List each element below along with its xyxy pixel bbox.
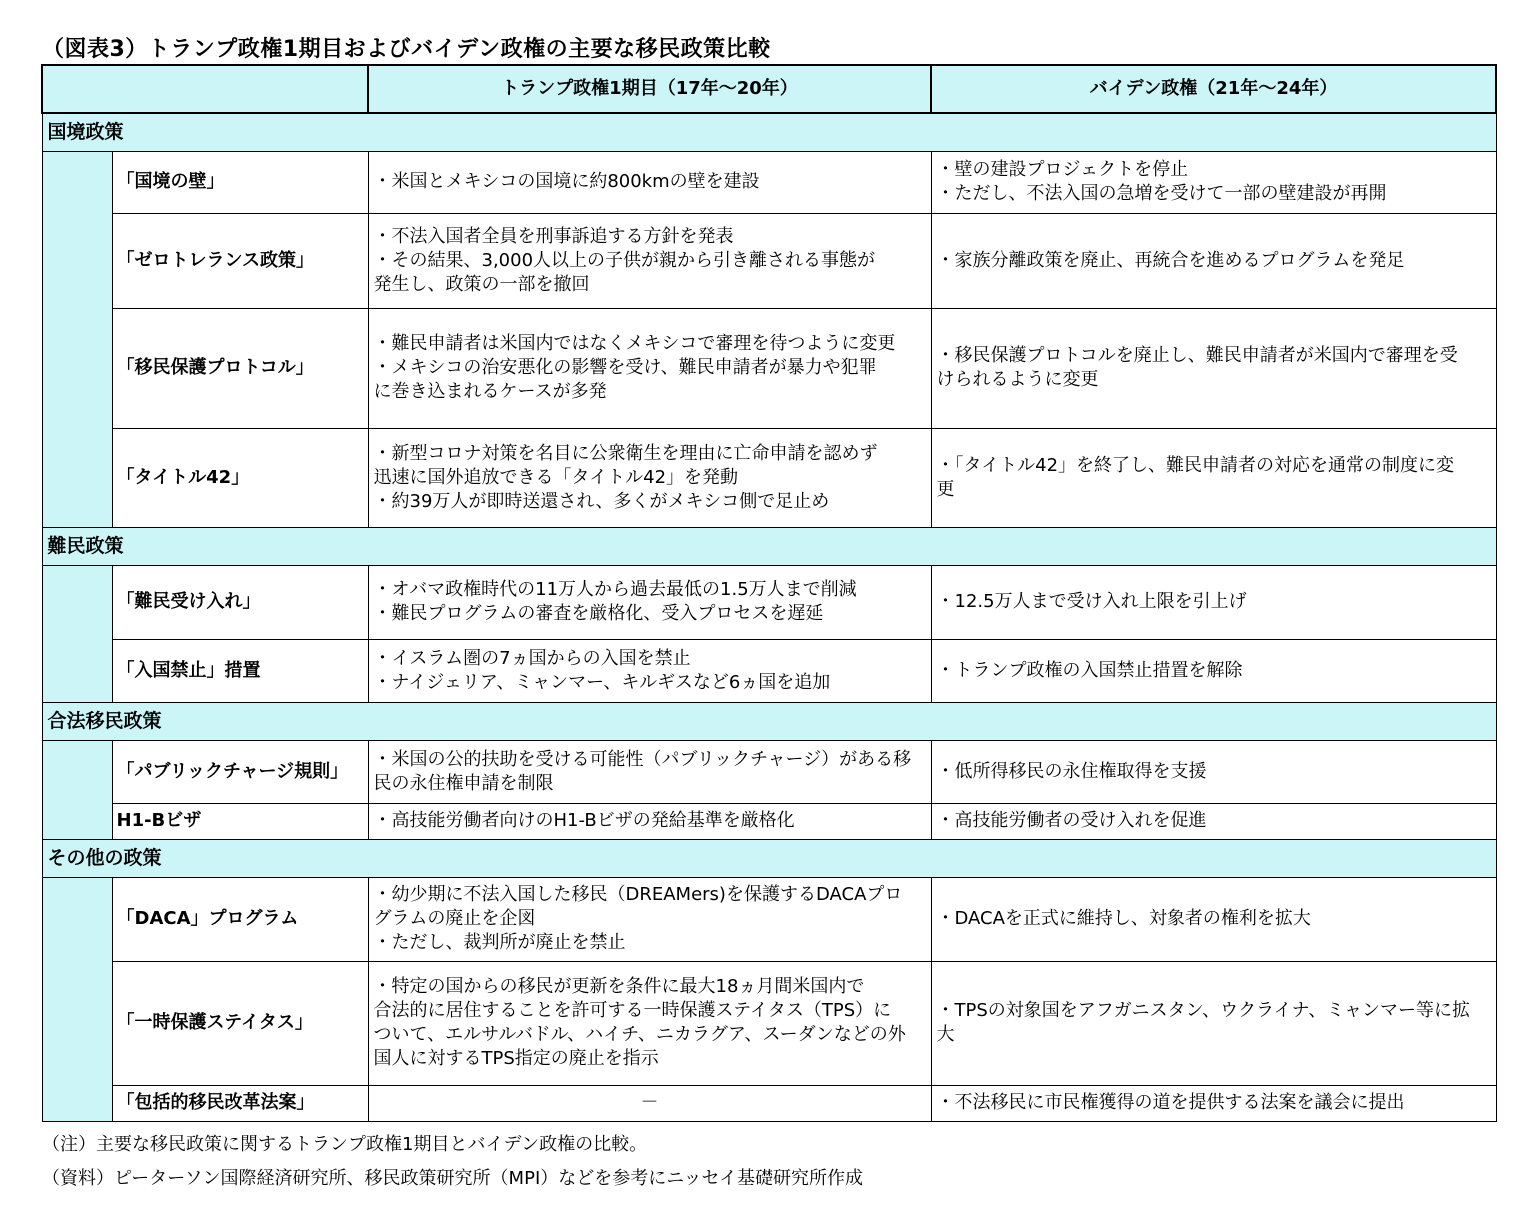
section-row bbox=[42, 839, 1496, 877]
policy-name: 「入国禁止」措置 bbox=[112, 639, 368, 702]
trump-cell: ・オバマ政権時代の11万人から過去最低の1.5万人まで削減 ・難民プログラムの審査を厳格化、受入プロセスを遅延 bbox=[368, 565, 931, 639]
footnotes bbox=[42, 1128, 863, 1196]
section-indent bbox=[42, 877, 112, 1121]
section-title-border: 国境政策 bbox=[42, 113, 1496, 151]
biden-cell: ・不法移民に市民権獲得の道を提供する法案を議会に提出 bbox=[931, 1085, 1496, 1121]
biden-cell: ・壁の建設プロジェクトを停止 ・ただし、不法入国の急増を受けて一部の壁建設が再開 bbox=[931, 151, 1496, 213]
trump-cell: ・高技能労働者向けのH1-Bビザの発給基準を厳格化 bbox=[368, 803, 931, 839]
section-row bbox=[42, 702, 1496, 740]
policy-name: 「一時保護ステイタス」 bbox=[112, 961, 368, 1085]
policy-comparison-table bbox=[41, 64, 1497, 1122]
biden-cell: ・高技能労働者の受け入れを促進 bbox=[931, 803, 1496, 839]
table-row bbox=[42, 428, 1496, 527]
biden-cell: ・12.5万人まで受け入れ上限を引上げ bbox=[931, 565, 1496, 639]
biden-cell: ・TPSの対象国をアフガニスタン、ウクライナ、ミャンマー等に拡 大 bbox=[931, 961, 1496, 1085]
policy-name: 「ゼロトレランス政策」 bbox=[112, 213, 368, 308]
policy-name: 「パブリックチャージ規則」 bbox=[112, 740, 368, 803]
source-line: （資料）ピーターソン国際経済研究所、移民政策研究所（MPI）などを参考にニッセイ基礎研究所作成 bbox=[42, 1168, 863, 1189]
biden-cell: ・家族分離政策を廃止、再統合を進めるプログラムを発足 bbox=[931, 213, 1496, 308]
trump-cell: － bbox=[368, 1085, 931, 1121]
section-row bbox=[42, 527, 1496, 565]
policy-name: 「DACA」プログラム bbox=[112, 877, 368, 961]
table-row bbox=[42, 740, 1496, 803]
biden-cell: ・移民保護プロトコルを廃止し、難民申請者が米国内で審理を受 けられるように変更 bbox=[931, 308, 1496, 428]
policy-name: 「移民保護プロトコル」 bbox=[112, 308, 368, 428]
section-indent bbox=[42, 151, 112, 527]
header-row bbox=[42, 65, 1496, 113]
table-row bbox=[42, 877, 1496, 961]
trump-cell: ・米国の公的扶助を受ける可能性（パブリックチャージ）がある移 民の永住権申請を制限 bbox=[368, 740, 931, 803]
policy-name: 「国境の壁」 bbox=[112, 151, 368, 213]
trump-cell: ・難民申請者は米国内ではなくメキシコで審理を待つように変更 ・メキシコの治安悪化の影響を受け、難民申請者が暴力や犯罪 に巻き込まれるケースが多発 bbox=[368, 308, 931, 428]
table-row bbox=[42, 961, 1496, 1085]
table-row bbox=[42, 565, 1496, 639]
table-row bbox=[42, 308, 1496, 428]
trump-cell: ・特定の国からの移民が更新を条件に最大18ヵ月間米国内で 合法的に居住することを許可する一時保護ステイタス（TPS）に ついて、エルサルバドル、ハイチ、ニカラグア、スーダンなどの外 国人に対するTPS指定の廃止を指示 bbox=[368, 961, 931, 1085]
trump-cell: ・不法入国者全員を刑事訴追する方針を発表 ・その結果、3,000人以上の子供が親から引き離される事態が 発生し、政策の一部を撤回 bbox=[368, 213, 931, 308]
policy-name: 「包括的移民改革法案」 bbox=[112, 1085, 368, 1121]
biden-cell: ・「タイトル42」を終了し、難民申請者の対応を通常の制度に変 更 bbox=[931, 428, 1496, 527]
trump-cell: ・米国とメキシコの国境に約800kmの壁を建設 bbox=[368, 151, 931, 213]
biden-cell: ・トランプ政権の入国禁止措置を解除 bbox=[931, 639, 1496, 702]
section-indent bbox=[42, 565, 112, 702]
biden-cell: ・DACAを正式に維持し、対象者の権利を拡大 bbox=[931, 877, 1496, 961]
table-row bbox=[42, 151, 1496, 213]
trump-cell: ・イスラム圏の7ヵ国からの入国を禁止 ・ナイジェリア、ミャンマー、キルギスなど6ヵ国を追加 bbox=[368, 639, 931, 702]
policy-name: 「タイトル42」 bbox=[112, 428, 368, 527]
policy-name: 「難民受け入れ」 bbox=[112, 565, 368, 639]
trump-cell: ・新型コロナ対策を名目に公衆衛生を理由に亡命申請を認めず 迅速に国外追放できる「タイトル42」を発動 ・約39万人が即時送還され、多くがメキシコ側で足止め bbox=[368, 428, 931, 527]
header-biden: バイデン政権（21年～24年） bbox=[931, 65, 1496, 113]
section-row bbox=[42, 113, 1496, 151]
table-row bbox=[42, 803, 1496, 839]
table-row bbox=[42, 1085, 1496, 1121]
section-title-refugee: 難民政策 bbox=[42, 527, 1496, 565]
section-indent bbox=[42, 740, 112, 839]
section-title-legal: 合法移民政策 bbox=[42, 702, 1496, 740]
trump-cell: ・幼少期に不法入国した移民（DREAMers)を保護するDACAプロ グラムの廃止を企図 ・ただし、裁判所が廃止を禁止 bbox=[368, 877, 931, 961]
figure-title: （図表3）トランプ政権1期目およびバイデン政権の主要な移民政策比較 bbox=[42, 37, 771, 62]
header-blank bbox=[42, 65, 368, 113]
section-title-other: その他の政策 bbox=[42, 839, 1496, 877]
table-row bbox=[42, 639, 1496, 702]
biden-cell: ・低所得移民の永住権取得を支援 bbox=[931, 740, 1496, 803]
note-line: （注）主要な移民政策に関するトランプ政権1期目とバイデン政権の比較。 bbox=[42, 1134, 648, 1155]
policy-name: H1-Bビザ bbox=[112, 803, 368, 839]
header-trump: トランプ政権1期目（17年～20年） bbox=[368, 65, 931, 113]
table-row bbox=[42, 213, 1496, 308]
